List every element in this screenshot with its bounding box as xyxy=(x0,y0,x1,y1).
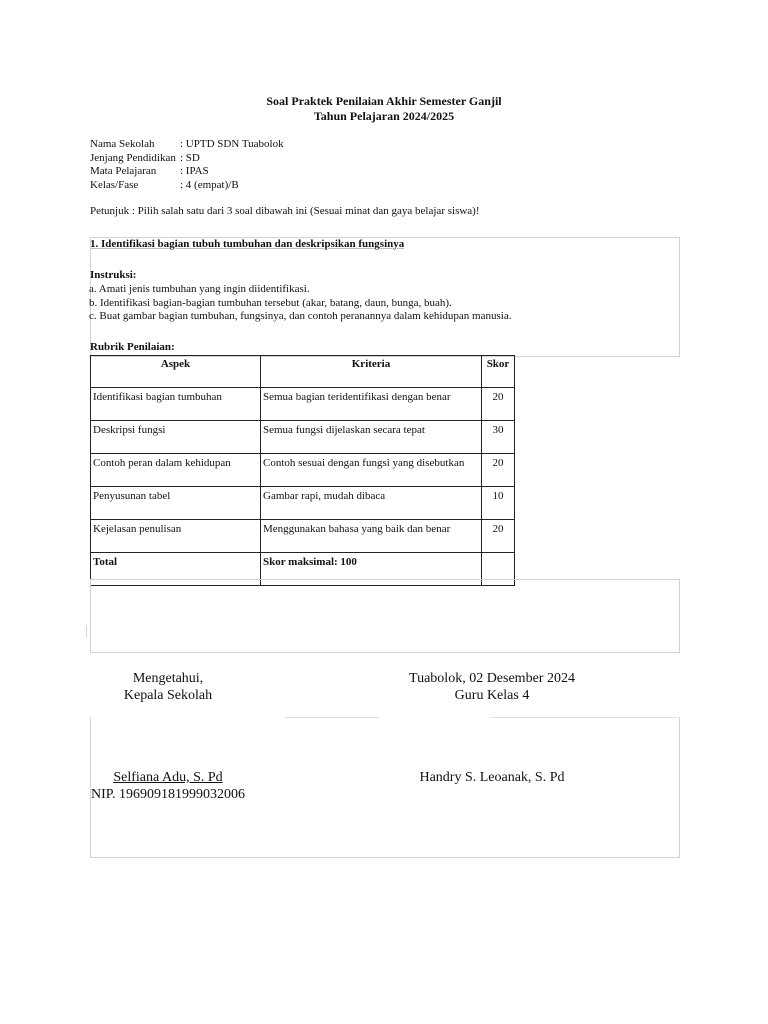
table-cell: Identifikasi bagian tumbuhan xyxy=(91,388,261,421)
table-cell: Contoh peran dalam kehidupan xyxy=(91,454,261,487)
table-row xyxy=(91,520,515,553)
info-label: Kelas/Fase xyxy=(90,178,139,191)
table-cell: Skor maksimal: 100 xyxy=(261,553,482,586)
rubrik-label: Rubrik Penilaian: xyxy=(90,341,175,353)
rubric-table xyxy=(90,355,515,586)
table-cell: 10 xyxy=(482,487,515,520)
instruksi-list xyxy=(89,283,511,324)
list-item: c. Buat gambar bagian tumbuhan, fungsinya, dan contoh peranannya dalam kehidupan manusia. xyxy=(89,310,512,322)
box-top-edge xyxy=(490,717,678,718)
signature-right-line1: Tuabolok, 02 Desember 2024 xyxy=(409,671,575,686)
answer-box xyxy=(90,579,680,653)
info-row-level xyxy=(90,152,284,166)
column-header: Skor xyxy=(482,356,515,388)
list-item: b. Identifikasi bagian-bagian tumbuhan tersebut (akar, batang, daun, bunga, buah). xyxy=(89,296,452,309)
info-value: : 4 (empat)/B xyxy=(180,178,239,191)
info-value: : IPAS xyxy=(180,165,209,177)
info-label: Mata Pelajaran xyxy=(90,165,157,177)
column-header: Aspek xyxy=(91,356,261,388)
info-label: Jenjang Pendidikan xyxy=(90,151,176,164)
instructions-text: Petunjuk : Pilih salah satu dari 3 soal dibawah ini (Sesuai minat dan gaya belajar siswa)! xyxy=(90,205,480,217)
signature-left-line2: Kepala Sekolah xyxy=(123,688,213,703)
signature-left-name: Selfiana Adu, S. Pd xyxy=(113,770,223,785)
box-top-edge xyxy=(285,717,379,718)
table-cell: 20 xyxy=(482,454,515,487)
table-cell: Penyusunan tabel xyxy=(91,487,261,520)
info-label: Nama Sekolah xyxy=(90,138,155,150)
table-cell: Contoh sesuai dengan fungsi yang disebutkan xyxy=(261,454,482,487)
signature-left-nip: NIP. 196909181999032006 xyxy=(90,787,245,802)
info-block xyxy=(90,138,284,192)
table-cell: Semua bagian teridentifikasi dengan benar xyxy=(261,388,482,421)
table-cell: 20 xyxy=(482,388,515,421)
info-row-subject xyxy=(90,165,284,179)
table-cell: Kejelasan penulisan xyxy=(91,520,261,553)
table-header-row xyxy=(91,356,515,388)
table-row xyxy=(91,421,515,454)
info-row-class xyxy=(90,179,284,193)
table-cell: Deskripsi fungsi xyxy=(91,421,261,454)
signature-right-line2: Guru Kelas 4 xyxy=(454,688,530,703)
table-cell: 20 xyxy=(482,520,515,553)
signature-left-line1: Mengetahui, xyxy=(132,671,204,686)
table-row xyxy=(91,454,515,487)
instruksi-label: Instruksi: xyxy=(90,269,137,281)
info-value: : UPTD SDN Tuabolok xyxy=(180,138,284,150)
table-row xyxy=(91,388,515,421)
document-subtitle: Tahun Pelajaran 2024/2025 xyxy=(313,109,455,123)
table-cell: 30 xyxy=(482,421,515,454)
table-cell: Menggunakan bahasa yang baik dan benar xyxy=(261,520,482,553)
table-row xyxy=(91,487,515,520)
info-value: : SD xyxy=(180,151,200,164)
table-cell: Total xyxy=(91,553,261,586)
info-row-school xyxy=(90,138,284,152)
column-header: Kriteria xyxy=(261,356,482,388)
document-title: Soal Praktek Penilaian Akhir Semester Ganjil xyxy=(266,94,502,108)
box-edge-mark xyxy=(86,625,87,637)
table-cell: Semua fungsi dijelaskan secara tepat xyxy=(261,421,482,454)
question-heading: 1. Identifikasi bagian tubuh tumbuhan dan deskripsikan fungsinya xyxy=(90,238,405,250)
signature-right-name: Handry S. Leoanak, S. Pd xyxy=(419,770,565,785)
table-cell: Gambar rapi, mudah dibaca xyxy=(261,487,482,520)
list-item: a. Amati jenis tumbuhan yang ingin diidentifikasi. xyxy=(89,283,310,295)
